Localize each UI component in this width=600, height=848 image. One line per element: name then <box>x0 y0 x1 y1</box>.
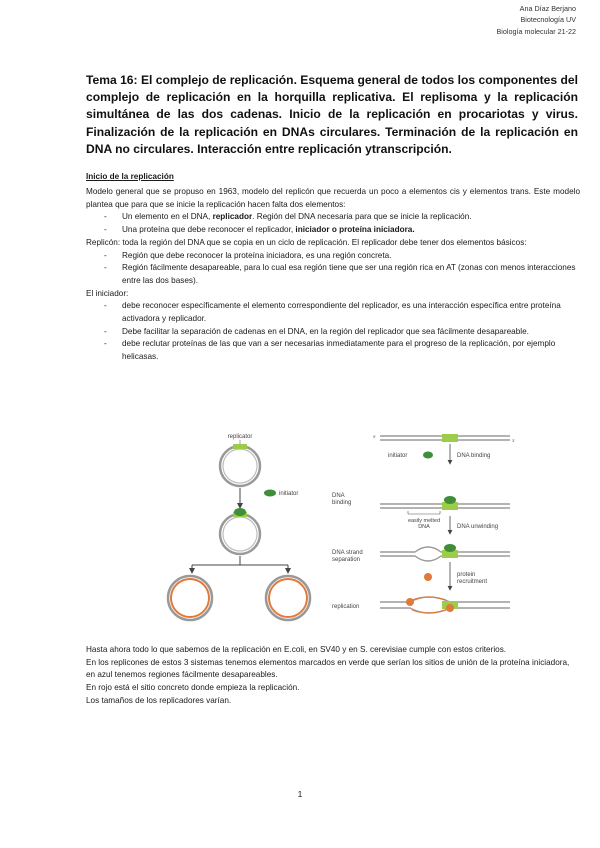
bullet-dash: - <box>104 263 107 273</box>
replication-label: replication <box>332 604 360 610</box>
bullet-dash: - <box>104 225 107 235</box>
linear-dna-row-3 <box>380 544 510 561</box>
closing-paragraph: En los replicones de estos 3 sistemas tenemos elementos marcados en verde que serían los sitios de unión de la proteína iniciadora, en azul tenemos regiones fácilmente desapareables. <box>86 657 570 680</box>
closing-text <box>86 644 580 708</box>
daughter-new-strand-left <box>171 579 209 617</box>
circular-dna-middle <box>220 514 260 554</box>
daughter-dna-right <box>266 576 310 620</box>
page-title: Tema 16: El complejo de replicación. Esquema general de todos los componentes del complejo de replicación en la horquilla replicativa. El replisoma y la replicación simultánea de las dos cadenas. Inicio de la replicación en procariotas y virus. Finalización de la replicación en DNAs circulares. Terminación de la replicación en DNA no circulares. Interacción entre replicación ytranscripción. <box>86 73 578 156</box>
dna-binding-left-label: DNA binding <box>332 493 352 506</box>
linear-dna-row-4 <box>380 597 510 613</box>
page-header <box>496 3 576 37</box>
initiator-right-label: initiator <box>388 453 408 459</box>
closing-paragraph: En rojo está el sitio concreto donde empieza la replicación. <box>86 683 300 693</box>
initiator-label: El iniciador: <box>86 288 129 298</box>
bullet-dash: - <box>104 250 107 260</box>
strand-separation-label: DNA strand separation <box>332 550 363 563</box>
figure-svg <box>160 430 520 635</box>
intro-paragraph: Modelo general que se propuso en 1963, modelo del replicón que recuerda un poco a elementos cis y elementos trans. Este modelo plantea que para que se inicie la replicación hacen falta dos elementos: <box>86 187 580 209</box>
list-item: - Región que debe reconocer la proteína iniciadora, es una región concreta. <box>86 250 580 263</box>
body-text <box>86 186 580 364</box>
list-item: - debe reclutar proteínas de las que van a ser necesarias inmediatamente para el progreso de la replicación, por ejemplo helicasas. <box>104 339 556 362</box>
initiator-protein-icon <box>264 490 276 497</box>
initiator-right-icon <box>423 452 433 459</box>
replicon-paragraph: Replicón: toda la región del DNA que se copia en un ciclo de replicación. El replicador debe tener dos elementos básicos: <box>86 237 527 247</box>
bullet-dash: - <box>104 301 107 311</box>
replication-initiation-figure <box>160 430 520 635</box>
header-author: Ana Díaz Berjano <box>519 4 576 13</box>
circular-dna-top <box>220 446 260 486</box>
replicator-site <box>233 444 247 449</box>
list-item: - Debe facilitar la separación de cadenas en el DNA, en la región del replicador que sea fácilmente desapareable. <box>86 326 580 339</box>
dna-unwinding-label: DNA unwinding <box>457 524 499 530</box>
bullet-dash: - <box>104 212 107 222</box>
linear-dna-row-2 <box>380 496 510 514</box>
replicador-term: replicador <box>212 212 253 222</box>
list-item: - Un elemento en el DNA, replicador. Región del DNA necesaria para que se inicie la replicación. <box>86 211 580 224</box>
bullet-dash: - <box>104 339 107 349</box>
page-number: 1 <box>297 789 303 799</box>
svg-text:5': 5' <box>373 434 376 439</box>
bullet-dash: - <box>104 326 107 336</box>
list-item: - Región fácilmente desapareable, para lo cual esa región tiene que ser una región rica en AT (zonas con menos interacciones entre las dos bases). <box>104 263 576 285</box>
svg-text:3': 3' <box>512 438 515 443</box>
header-degree: Biotecnología UV <box>520 15 576 25</box>
iniciador-term: iniciador o proteína iniciadora. <box>295 225 415 235</box>
protein-recruitment-label: protein recruitment <box>457 572 488 585</box>
recruited-protein-icon <box>424 573 432 581</box>
daughter-new-strand-right <box>269 579 307 617</box>
daughter-dna-left <box>168 576 212 620</box>
initiator-label: initiator <box>279 491 299 497</box>
linear-dna-row-1 <box>373 434 515 443</box>
replicator-label: replicator <box>227 434 253 440</box>
list-item: - debe reconocer específicamente el elemento correspondiente del replicador, es una interacción específica entre proteína activadora y replicador. <box>104 301 561 324</box>
section-title: Inicio de la replicación <box>86 172 174 181</box>
header-course: Biología molecular 21-22 <box>496 26 576 36</box>
circular-dna-middle-inner <box>223 517 257 551</box>
circular-dna-top-inner <box>223 449 257 483</box>
list-item: - Una proteína que debe reconocer el replicador, iniciador o proteína iniciadora. <box>86 224 580 237</box>
closing-paragraph: Hasta ahora todo lo que sabemos de la replicación en E.coli, en SV40 y en S. cerevisiae cumple con estos criterios. <box>86 645 507 654</box>
dna-binding-label: DNA binding <box>457 453 491 459</box>
easily-melted-label: easily melted DNA <box>407 518 441 530</box>
bound-initiator-icon <box>234 508 246 516</box>
closing-paragraph: Los tamaños de los replicadores varían. <box>86 695 232 705</box>
